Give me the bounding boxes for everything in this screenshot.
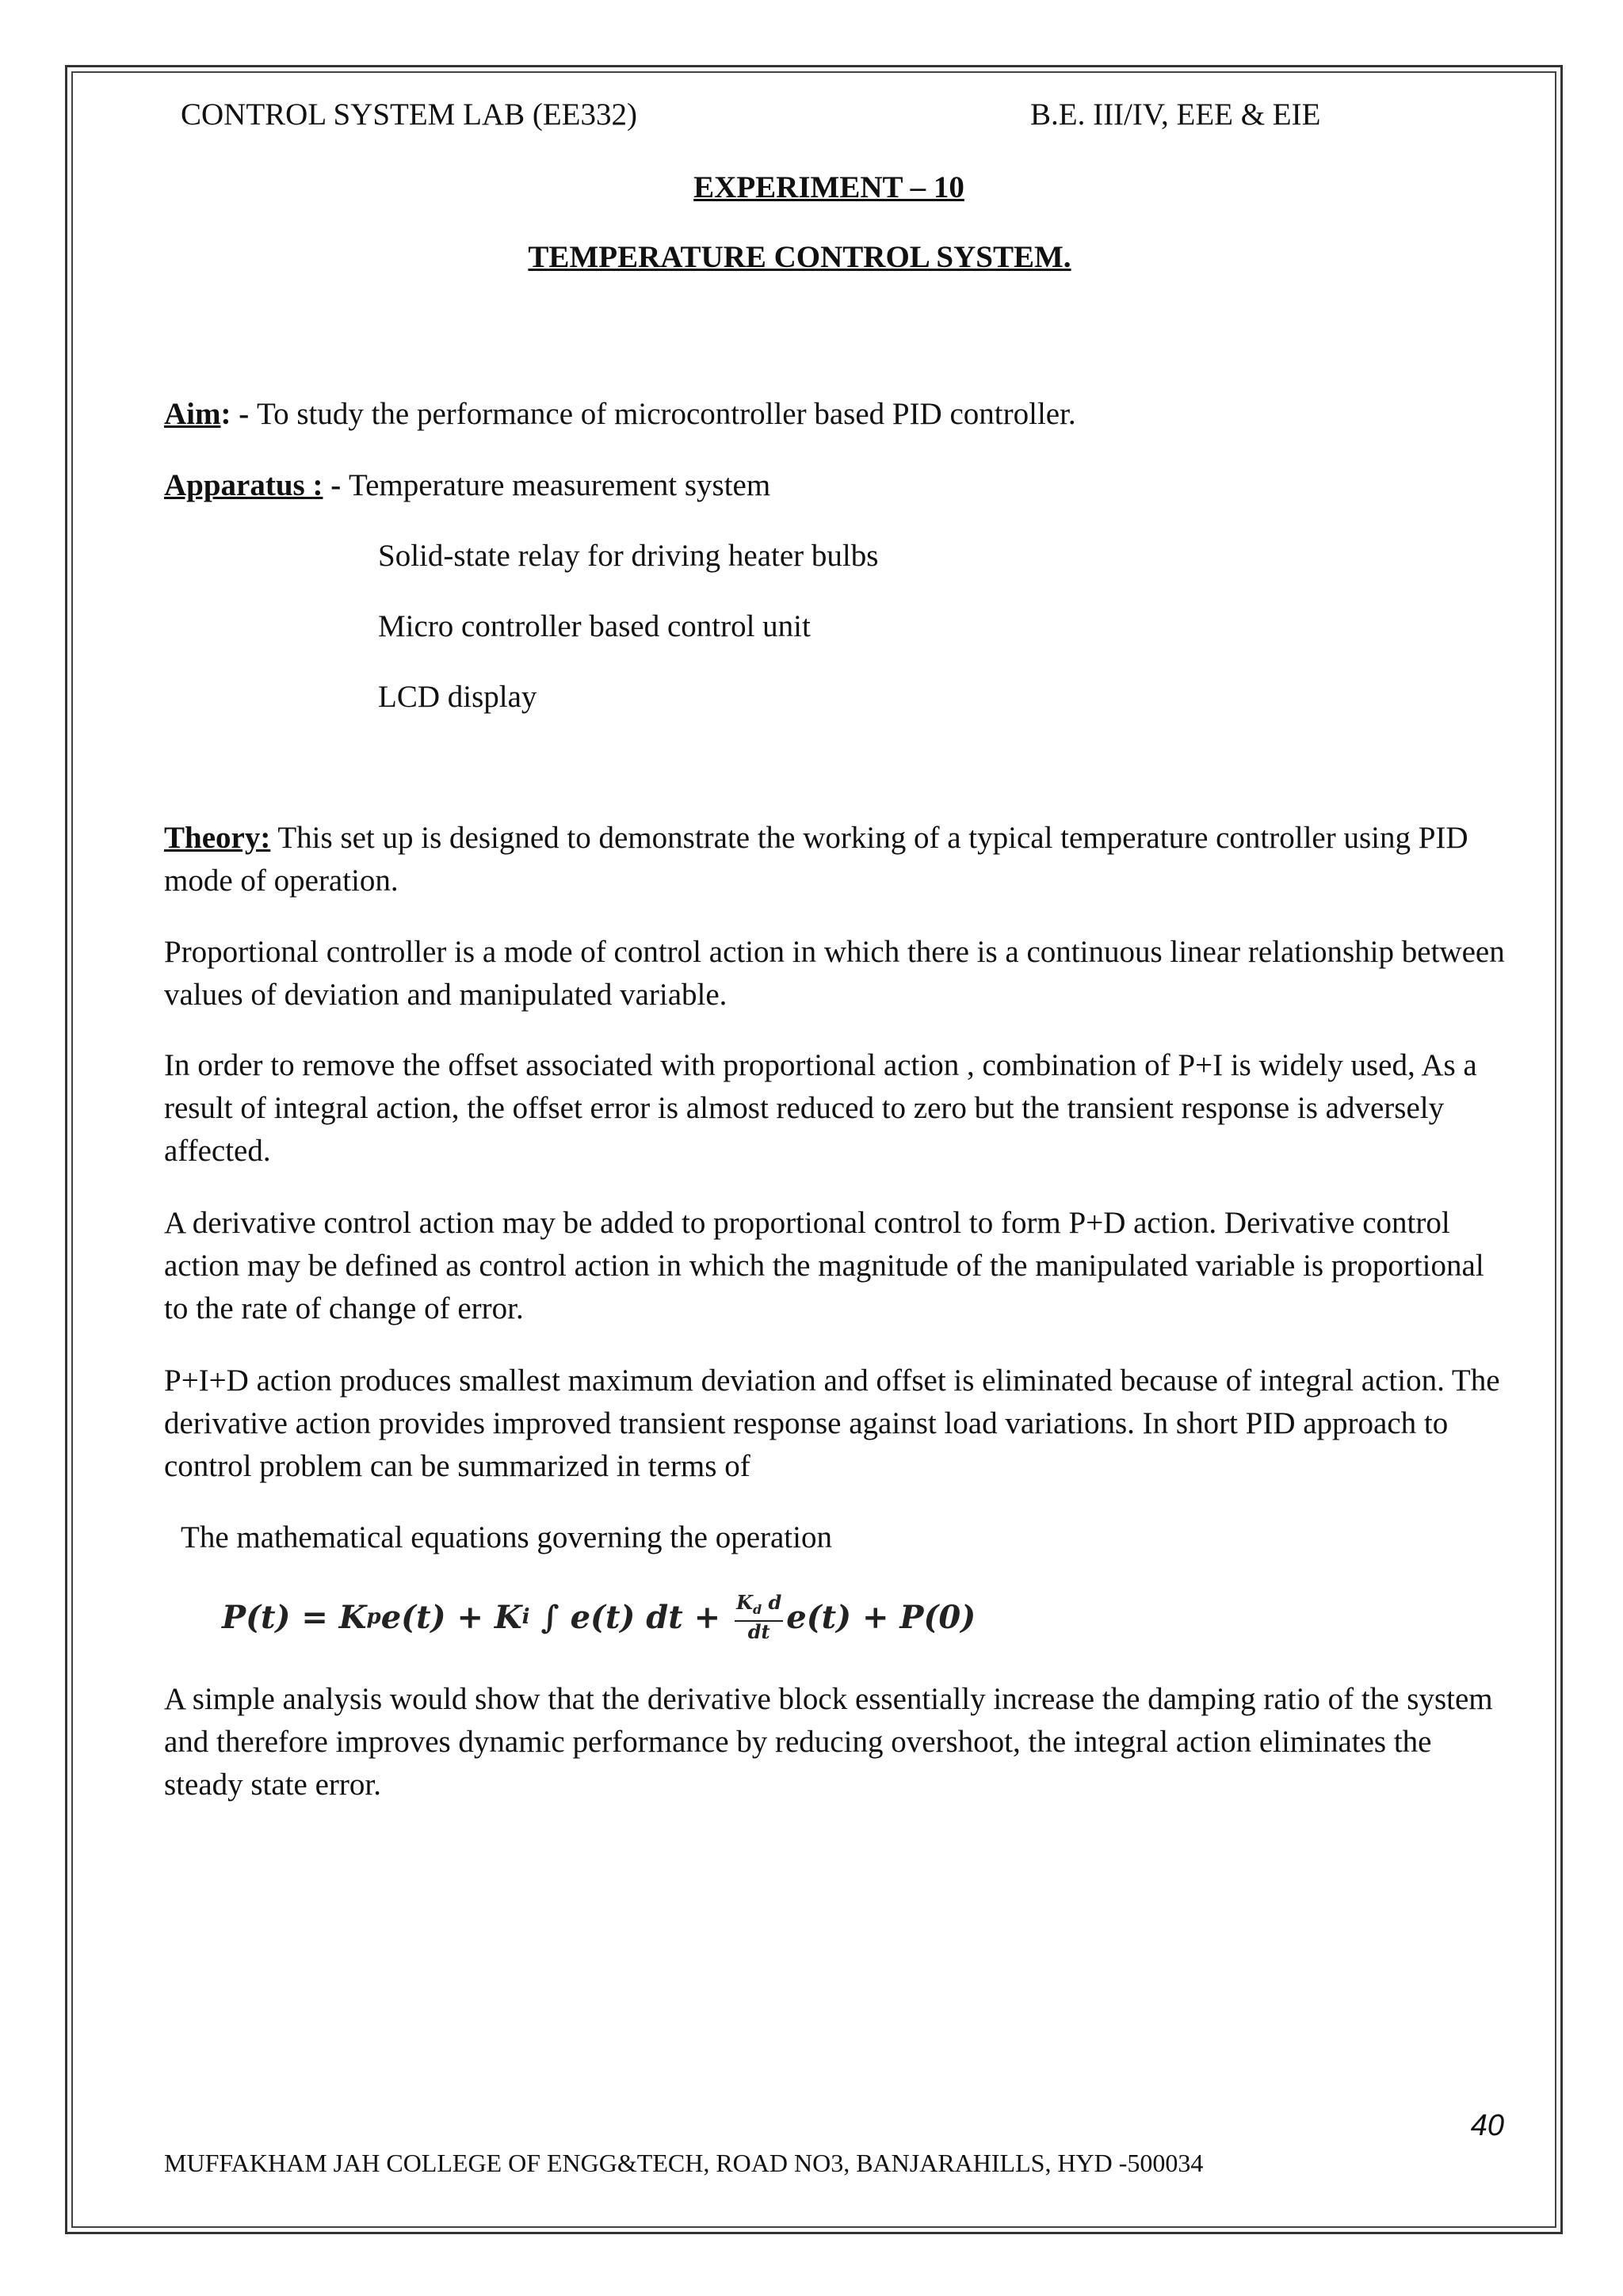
apparatus-item: Solid-state relay for driving heater bulbs: [378, 539, 879, 573]
apparatus-label: Apparatus: [164, 468, 313, 502]
page-number: 40: [1470, 2109, 1504, 2142]
aim-line: [164, 393, 1076, 436]
theory-paragraph: P+I+D action produces smallest maximum deviation and offset is eliminated because of integral action. The derivative action provides improved transient response against load variations. In short PID approach to control problem can be summarized in terms of: [164, 1363, 1500, 1483]
experiment-title: [0, 170, 1623, 205]
theory-intro-text: This set up is designed to demonstrate the working of a typical temperature controller using PID mode of operation.: [164, 821, 1468, 898]
theory-paragraph: In order to remove the offset associated with proportional action , combination of P+I is widely used, As a result of integral action, the offset error is almost reduced to zero but the transient response is adversely affected.: [164, 1048, 1477, 1168]
experiment-number: EXPERIMENT – 10: [693, 170, 964, 204]
eq-ki-sub: i: [521, 1605, 530, 1630]
apparatus-separator: -: [323, 468, 349, 502]
eq-derivative-fraction: [735, 1592, 783, 1642]
aim-label: Aim: [164, 397, 221, 431]
theory-intro: [164, 817, 1511, 902]
eq-kp-sub: p: [366, 1605, 381, 1630]
aim-separator: : -: [220, 397, 257, 431]
theory-paragraph: Proportional controller is a mode of control action in which there is a continuous linear relationship between values of deviation and manipulated variable.: [164, 935, 1505, 1012]
theory-conclusion: A simple analysis would show that the derivative block essentially increase the damping ratio of the system and therefore improves dynamic performance by reducing overshoot, the integral action eliminates the steady state error.: [164, 1682, 1493, 1802]
eq-term2: ∫ e(t) dt +: [529, 1598, 732, 1636]
header-course: CONTROL SYSTEM LAB (EE332): [181, 97, 637, 132]
aim-text: To study the performance of microcontroller based PID controller.: [256, 397, 1076, 431]
eq-lhs: P(t) = K: [222, 1598, 367, 1636]
footer-address: MUFFAKHAM JAH COLLEGE OF ENGG&TECH, ROAD NO3, BANJARAHILLS, HYD -500034: [164, 2149, 1204, 2177]
theory-label: Theory:: [164, 821, 271, 855]
equations-intro: The mathematical equations governing the operation: [181, 1520, 832, 1554]
apparatus-item: LCD display: [378, 680, 537, 714]
theory-paragraph: A derivative control action may be added to proportional control to form P+D action. Derivative control action may be defined as control action in which the magnitude of the manipulated variable is proportional to the rate of change of error.: [164, 1206, 1484, 1325]
apparatus-item: Micro controller based control unit: [378, 609, 811, 643]
pid-equation: [222, 1592, 976, 1642]
apparatus-item: Temperature measurement system: [348, 468, 771, 502]
experiment-name-row: [0, 239, 1623, 275]
header-program: B.E. III/IV, EEE & EIE: [1030, 97, 1321, 132]
apparatus-line: Apparatus : - Temperature measurement system: [164, 468, 771, 502]
experiment-name: TEMPERATURE CONTROL SYSTEM.: [528, 240, 1071, 274]
eq-term3: e(t) + P(0): [786, 1598, 976, 1636]
eq-frac-denominator: dt: [747, 1619, 770, 1643]
eq-frac-numerator: $K_d$ d: [735, 1592, 783, 1622]
eq-term1: e(t) + K: [380, 1598, 522, 1636]
